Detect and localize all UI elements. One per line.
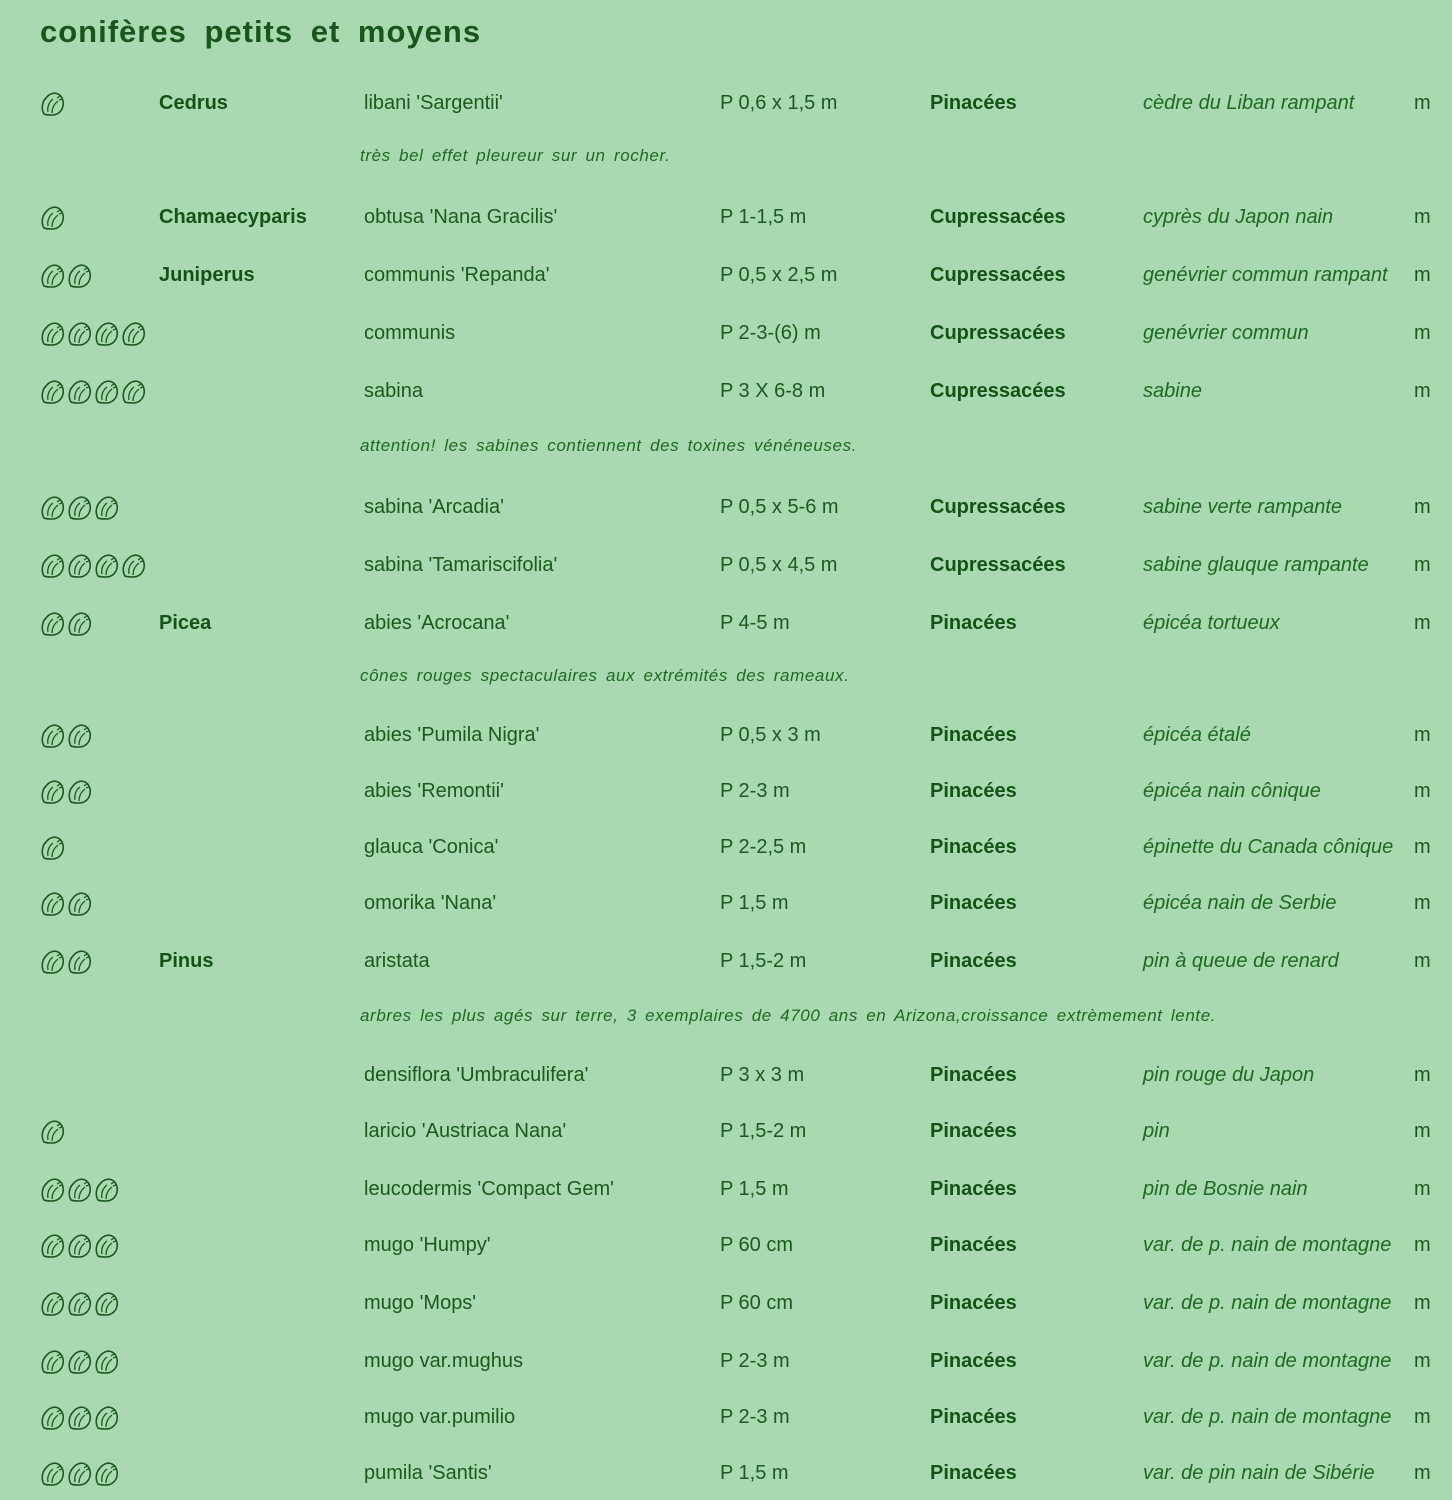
common-name: épicéa étalé bbox=[1143, 724, 1251, 746]
plant-size: P 1,5 m bbox=[720, 1178, 789, 1200]
row-mark: m bbox=[1414, 1120, 1431, 1142]
row-mark: m bbox=[1414, 1406, 1431, 1428]
shrub-icon bbox=[40, 948, 66, 976]
common-name: pin à queue de renard bbox=[1143, 950, 1339, 972]
shrub-icon bbox=[121, 320, 147, 348]
row-mark: m bbox=[1414, 380, 1431, 402]
plant-size: P 60 cm bbox=[720, 1234, 793, 1256]
plant-row bbox=[0, 1400, 1452, 1440]
hardiness-icons bbox=[40, 610, 93, 638]
common-name: sabine bbox=[1143, 380, 1202, 402]
species-name: sabina bbox=[364, 380, 423, 402]
plant-size: P 0,5 x 5-6 m bbox=[720, 496, 839, 518]
row-mark: m bbox=[1414, 892, 1431, 914]
hardiness-icons bbox=[40, 722, 93, 750]
shrub-icon bbox=[40, 1404, 66, 1432]
row-mark: m bbox=[1414, 322, 1431, 344]
common-name: genévrier commun rampant bbox=[1143, 264, 1388, 286]
row-mark: m bbox=[1414, 1064, 1431, 1086]
shrub-icon bbox=[67, 948, 93, 976]
family-name: Pinacées bbox=[930, 1406, 1017, 1428]
species-name: sabina 'Tamariscifolia' bbox=[364, 554, 558, 576]
shrub-icon bbox=[121, 552, 147, 580]
row-mark: m bbox=[1414, 92, 1431, 114]
shrub-icon bbox=[40, 494, 66, 522]
hardiness-icons bbox=[40, 834, 66, 862]
species-name: abies 'Acrocana' bbox=[364, 612, 510, 634]
shrub-icon bbox=[40, 1118, 66, 1146]
plant-row bbox=[0, 1228, 1452, 1268]
family-name: Pinacées bbox=[930, 780, 1017, 802]
plant-row bbox=[0, 830, 1452, 870]
plant-row bbox=[0, 774, 1452, 814]
plant-size: P 0,6 x 1,5 m bbox=[720, 92, 838, 114]
plant-row bbox=[0, 944, 1452, 984]
hardiness-icons bbox=[40, 552, 147, 580]
plant-size: P 2-3 m bbox=[720, 1406, 790, 1428]
hardiness-icons bbox=[40, 1232, 120, 1260]
row-mark: m bbox=[1414, 724, 1431, 746]
plant-size: P 3 x 3 m bbox=[720, 1064, 805, 1086]
plant-size: P 2-3 m bbox=[720, 1350, 790, 1372]
common-name: pin bbox=[1143, 1120, 1170, 1142]
plant-row bbox=[0, 1344, 1452, 1384]
shrub-icon bbox=[67, 378, 93, 406]
hardiness-icons bbox=[40, 1290, 120, 1318]
family-name: Pinacées bbox=[930, 950, 1017, 972]
shrub-icon bbox=[67, 1348, 93, 1376]
species-name: sabina 'Arcadia' bbox=[364, 496, 504, 518]
plant-size: P 1,5-2 m bbox=[720, 1120, 807, 1142]
note-row bbox=[0, 140, 1452, 180]
plant-row bbox=[0, 258, 1452, 298]
shrub-icon bbox=[40, 722, 66, 750]
shrub-icon bbox=[94, 1348, 120, 1376]
shrub-icon bbox=[40, 320, 66, 348]
shrub-icon bbox=[94, 378, 120, 406]
plant-size: P 1-1,5 m bbox=[720, 206, 807, 228]
shrub-icon bbox=[67, 722, 93, 750]
note-row bbox=[0, 660, 1452, 700]
family-name: Pinacées bbox=[930, 1234, 1017, 1256]
shrub-icon bbox=[67, 552, 93, 580]
family-name: Pinacées bbox=[930, 724, 1017, 746]
species-name: omorika 'Nana' bbox=[364, 892, 497, 914]
note-row bbox=[0, 430, 1452, 470]
hardiness-icons bbox=[40, 1404, 120, 1432]
common-name: var. de pin nain de Sibérie bbox=[1143, 1462, 1375, 1484]
shrub-icon bbox=[67, 1460, 93, 1488]
common-name: cyprès du Japon nain bbox=[1143, 206, 1334, 228]
common-name: var. de p. nain de montagne bbox=[1143, 1406, 1392, 1428]
shrub-icon bbox=[67, 778, 93, 806]
shrub-icon bbox=[40, 204, 66, 232]
shrub-icon bbox=[67, 262, 93, 290]
row-mark: m bbox=[1414, 206, 1431, 228]
plant-row bbox=[0, 1172, 1452, 1212]
shrub-icon bbox=[67, 1290, 93, 1318]
family-name: Pinacées bbox=[930, 612, 1017, 634]
species-name: aristata bbox=[364, 950, 430, 972]
species-name: mugo var.mughus bbox=[364, 1350, 523, 1372]
row-mark: m bbox=[1414, 612, 1431, 634]
shrub-icon bbox=[94, 1460, 120, 1488]
shrub-icon bbox=[40, 1290, 66, 1318]
plant-row bbox=[0, 1456, 1452, 1496]
shrub-icon bbox=[67, 494, 93, 522]
plant-row bbox=[0, 886, 1452, 926]
plant-size: P 60 cm bbox=[720, 1292, 793, 1314]
row-mark: m bbox=[1414, 1234, 1431, 1256]
hardiness-icons bbox=[40, 1460, 120, 1488]
hardiness-icons bbox=[40, 262, 93, 290]
row-mark: m bbox=[1414, 1292, 1431, 1314]
genus-name: Pinus bbox=[159, 950, 214, 972]
shrub-icon bbox=[40, 262, 66, 290]
species-name: mugo var.pumilio bbox=[364, 1406, 516, 1428]
species-name: densiflora 'Umbraculifera' bbox=[364, 1064, 589, 1086]
shrub-icon bbox=[67, 1232, 93, 1260]
species-name: mugo 'Mops' bbox=[364, 1292, 477, 1314]
hardiness-icons bbox=[40, 778, 93, 806]
family-name: Pinacées bbox=[930, 1064, 1017, 1086]
family-name: Pinacées bbox=[930, 836, 1017, 858]
shrub-icon bbox=[40, 834, 66, 862]
shrub-icon bbox=[40, 890, 66, 918]
note-text: cônes rouges spectaculaires aux extrémités des rameaux. bbox=[360, 666, 850, 685]
shrub-icon bbox=[67, 320, 93, 348]
family-name: Pinacées bbox=[930, 1462, 1017, 1484]
shrub-icon bbox=[94, 1404, 120, 1432]
shrub-icon bbox=[40, 1460, 66, 1488]
common-name: var. de p. nain de montagne bbox=[1143, 1350, 1392, 1372]
species-name: abies 'Pumila Nigra' bbox=[364, 724, 540, 746]
shrub-icon bbox=[67, 610, 93, 638]
common-name: pin de Bosnie nain bbox=[1143, 1178, 1308, 1200]
row-mark: m bbox=[1414, 1462, 1431, 1484]
note-text: arbres les plus agés sur terre, 3 exemplaires de 4700 ans en Arizona,croissance extrèmement lente. bbox=[360, 1006, 1217, 1025]
hardiness-icons bbox=[40, 494, 120, 522]
plant-size: P 0,5 x 4,5 m bbox=[720, 554, 838, 576]
plant-row bbox=[0, 1058, 1452, 1098]
hardiness-icons bbox=[40, 378, 147, 406]
row-mark: m bbox=[1414, 950, 1431, 972]
plant-size: P 2-3-(6) m bbox=[720, 322, 821, 344]
common-name: var. de p. nain de montagne bbox=[1143, 1234, 1392, 1256]
plant-size: P 2-3 m bbox=[720, 780, 790, 802]
plant-row bbox=[0, 86, 1452, 126]
note-row bbox=[0, 1000, 1452, 1040]
hardiness-icons bbox=[40, 890, 93, 918]
species-name: glauca 'Conica' bbox=[364, 836, 499, 858]
hardiness-icons bbox=[40, 90, 66, 118]
common-name: épinette du Canada cônique bbox=[1143, 836, 1394, 858]
species-name: pumila 'Santis' bbox=[364, 1462, 492, 1484]
shrub-icon bbox=[40, 1348, 66, 1376]
plant-row bbox=[0, 374, 1452, 414]
genus-name: Chamaecyparis bbox=[159, 206, 307, 228]
species-name: laricio 'Austriaca Nana' bbox=[364, 1120, 567, 1142]
note-text: très bel effet pleureur sur un rocher. bbox=[360, 146, 671, 165]
genus-name: Juniperus bbox=[159, 264, 255, 286]
species-name: libani 'Sargentii' bbox=[364, 92, 503, 114]
plant-size: P 0,5 x 2,5 m bbox=[720, 264, 838, 286]
common-name: cèdre du Liban rampant bbox=[1143, 92, 1355, 114]
shrub-icon bbox=[40, 1232, 66, 1260]
hardiness-icons bbox=[40, 1118, 66, 1146]
family-name: Cupressacées bbox=[930, 206, 1066, 228]
shrub-icon bbox=[121, 378, 147, 406]
plant-row bbox=[0, 548, 1452, 588]
plant-size: P 1,5 m bbox=[720, 1462, 789, 1484]
plant-row bbox=[0, 316, 1452, 356]
plant-row bbox=[0, 200, 1452, 240]
row-mark: m bbox=[1414, 554, 1431, 576]
family-name: Pinacées bbox=[930, 892, 1017, 914]
genus-name: Picea bbox=[159, 612, 212, 634]
common-name: épicéa nain de Serbie bbox=[1143, 892, 1337, 914]
common-name: épicéa tortueux bbox=[1143, 612, 1280, 634]
shrub-icon bbox=[40, 778, 66, 806]
shrub-icon bbox=[94, 552, 120, 580]
species-name: abies 'Remontii' bbox=[364, 780, 504, 802]
common-name: genévrier commun bbox=[1143, 322, 1309, 344]
family-name: Cupressacées bbox=[930, 264, 1066, 286]
row-mark: m bbox=[1414, 1178, 1431, 1200]
note-text: attention! les sabines contiennent des toxines vénéneuses. bbox=[360, 436, 857, 455]
species-name: communis bbox=[364, 322, 456, 344]
shrub-icon bbox=[67, 1176, 93, 1204]
plant-size: P 1,5-2 m bbox=[720, 950, 807, 972]
family-name: Pinacées bbox=[930, 1120, 1017, 1142]
common-name: var. de p. nain de montagne bbox=[1143, 1292, 1392, 1314]
family-name: Pinacées bbox=[930, 1178, 1017, 1200]
family-name: Cupressacées bbox=[930, 554, 1066, 576]
shrub-icon bbox=[67, 890, 93, 918]
plant-size: P 1,5 m bbox=[720, 892, 789, 914]
row-mark: m bbox=[1414, 264, 1431, 286]
plant-size: P 0,5 x 3 m bbox=[720, 724, 821, 746]
plant-row bbox=[0, 1114, 1452, 1154]
plant-size: P 2-2,5 m bbox=[720, 836, 807, 858]
plant-size: P 4-5 m bbox=[720, 612, 790, 634]
shrub-icon bbox=[40, 610, 66, 638]
hardiness-icons bbox=[40, 948, 93, 976]
family-name: Cupressacées bbox=[930, 496, 1066, 518]
species-name: communis 'Repanda' bbox=[364, 264, 550, 286]
shrub-icon bbox=[67, 1404, 93, 1432]
family-name: Pinacées bbox=[930, 1292, 1017, 1314]
common-name: épicéa nain cônique bbox=[1143, 780, 1321, 802]
shrub-icon bbox=[94, 1232, 120, 1260]
hardiness-icons bbox=[40, 1176, 120, 1204]
plant-row bbox=[0, 718, 1452, 758]
shrub-icon bbox=[94, 320, 120, 348]
species-name: obtusa 'Nana Gracilis' bbox=[364, 206, 558, 228]
hardiness-icons bbox=[40, 204, 66, 232]
common-name: sabine verte rampante bbox=[1143, 496, 1343, 518]
shrub-icon bbox=[94, 1176, 120, 1204]
plant-row bbox=[0, 1286, 1452, 1326]
row-mark: m bbox=[1414, 496, 1431, 518]
plant-row bbox=[0, 606, 1452, 646]
shrub-icon bbox=[40, 1176, 66, 1204]
shrub-icon bbox=[40, 378, 66, 406]
row-mark: m bbox=[1414, 1350, 1431, 1372]
species-name: mugo 'Humpy' bbox=[364, 1234, 491, 1256]
common-name: pin rouge du Japon bbox=[1143, 1064, 1315, 1086]
hardiness-icons bbox=[40, 320, 147, 348]
family-name: Cupressacées bbox=[930, 380, 1066, 402]
family-name: Cupressacées bbox=[930, 322, 1066, 344]
family-name: Pinacées bbox=[930, 92, 1017, 114]
family-name: Pinacées bbox=[930, 1350, 1017, 1372]
genus-name: Cedrus bbox=[159, 92, 228, 114]
row-mark: m bbox=[1414, 780, 1431, 802]
page-title: conifères petits et moyens bbox=[40, 14, 482, 49]
hardiness-icons bbox=[40, 1348, 120, 1376]
shrub-icon bbox=[40, 90, 66, 118]
plant-row bbox=[0, 490, 1452, 530]
shrub-icon bbox=[40, 552, 66, 580]
species-name: leucodermis 'Compact Gem' bbox=[364, 1178, 614, 1200]
plant-size: P 3 X 6-8 m bbox=[720, 380, 826, 402]
common-name: sabine glauque rampante bbox=[1143, 554, 1369, 576]
row-mark: m bbox=[1414, 836, 1431, 858]
shrub-icon bbox=[94, 494, 120, 522]
shrub-icon bbox=[94, 1290, 120, 1318]
